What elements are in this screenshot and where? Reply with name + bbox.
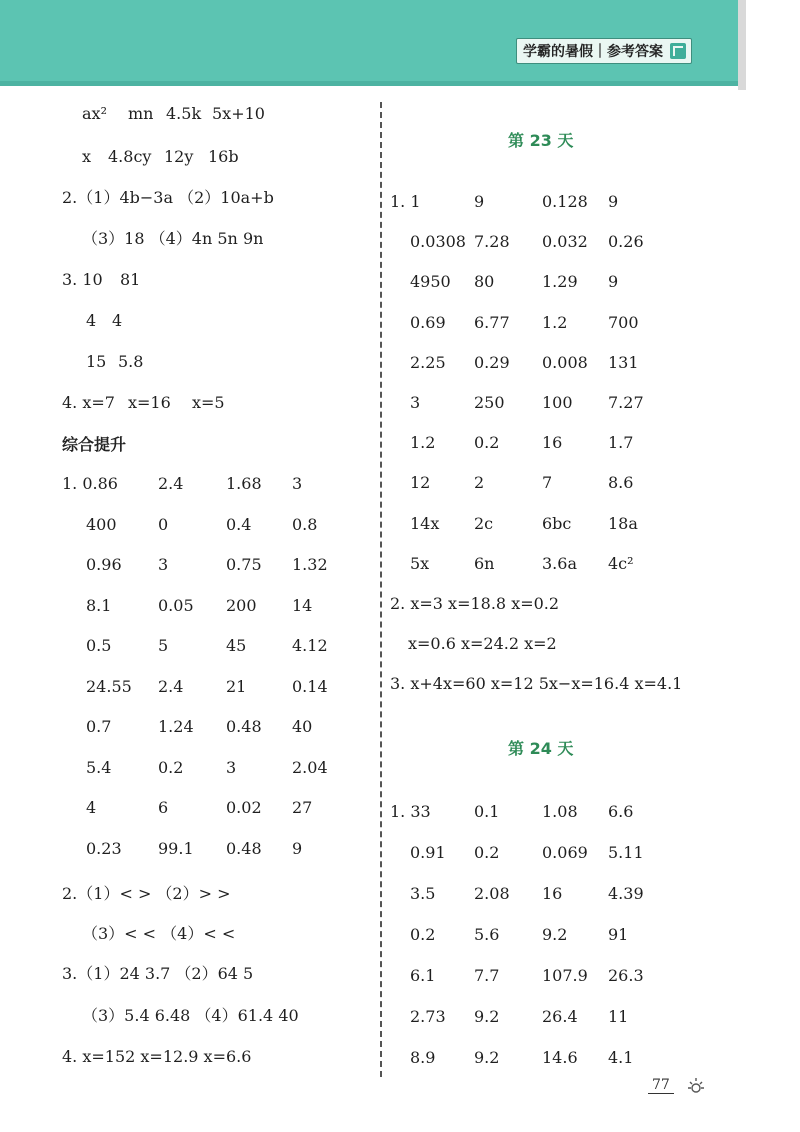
grid-cell: 11 xyxy=(608,1007,629,1026)
grid-cell: 5 xyxy=(158,636,169,655)
grid-cell: 9 xyxy=(608,192,619,211)
grid-cell: 6.1 xyxy=(410,966,436,985)
header-edge xyxy=(738,0,746,90)
grid-cell: 0 xyxy=(158,514,169,534)
grid-cell: 4.12 xyxy=(292,636,328,655)
grid-cell: 2.04 xyxy=(292,757,328,777)
grid-cell: 3 xyxy=(226,757,237,777)
grid-cell: 5.4 xyxy=(86,757,112,777)
grid-cell: 0.128 xyxy=(542,192,588,211)
grid-cell: 14x xyxy=(410,513,440,533)
grid-cell: 99.1 xyxy=(158,838,194,858)
grid-cell: 9 xyxy=(292,838,303,858)
day-heading: 第 23 天 xyxy=(508,131,574,150)
grid-cell: 7 xyxy=(542,473,553,493)
grid-cell: 1.68 xyxy=(226,474,262,493)
grid-cell: 6.77 xyxy=(474,312,510,332)
grid-cell: 2.4 xyxy=(158,676,184,696)
grid-cell: 14.6 xyxy=(542,1048,578,1067)
answer-cell: 4.5k xyxy=(166,104,202,123)
grid-cell: 1.2 xyxy=(410,433,436,453)
grid-cell: 21 xyxy=(226,676,247,696)
grid-cell: 91 xyxy=(608,925,629,944)
answer-cell: 16b xyxy=(208,147,239,166)
grid-cell: 6 xyxy=(158,798,169,817)
grid-cell: 7.7 xyxy=(474,966,500,985)
answer-cell: x=0.6 x=24.2 x=2 xyxy=(408,634,557,653)
grid-cell: 4 xyxy=(86,798,97,817)
grid-cell: 1. 0.86 xyxy=(62,474,118,493)
grid-cell: 0.23 xyxy=(86,838,122,858)
grid-cell: 1.29 xyxy=(542,272,578,292)
sun-icon xyxy=(684,1074,708,1098)
grid-cell: 16 xyxy=(542,884,563,903)
grid-cell: 0.2 xyxy=(474,433,500,453)
grid-cell: 0.2 xyxy=(410,925,436,944)
grid-cell: 4c² xyxy=(608,553,634,573)
answer-cell: 2.（1）4b−3a （2）10a+b xyxy=(62,188,274,207)
grid-cell: 0.7 xyxy=(86,717,112,736)
header-title: 学霸的暑假｜参考答案 xyxy=(523,44,663,60)
grid-cell: 3 xyxy=(158,555,169,574)
grid-cell: 400 xyxy=(86,514,117,534)
answer-cell: 3. x+4x=60 x=12 5x−x=16.4 x=4.1 xyxy=(390,674,683,693)
grid-cell: 27 xyxy=(292,798,313,817)
grid-cell: 0.8 xyxy=(292,514,318,534)
grid-cell: 0.69 xyxy=(410,312,446,332)
answer-cell: 5.8 xyxy=(118,352,144,371)
grid-cell: 2 xyxy=(474,473,485,493)
answer-cell: 4. x=152 x=12.9 x=6.6 xyxy=(62,1047,252,1066)
grid-cell: 3 xyxy=(292,474,303,493)
answer-cell: 4 xyxy=(86,311,97,330)
answer-cell: 12y xyxy=(164,147,194,166)
grid-cell: 8.9 xyxy=(410,1048,436,1067)
answer-cell: 3. 10 xyxy=(62,270,103,289)
column-divider xyxy=(380,102,382,1077)
grid-cell: 0.1 xyxy=(474,802,500,821)
section-heading: 综合提升 xyxy=(62,435,127,454)
grid-cell: 26.3 xyxy=(608,966,644,985)
grid-cell: 0.069 xyxy=(542,843,588,862)
grid-cell: 5.6 xyxy=(474,925,500,944)
answer-cell: （3）5.4 6.48 （4）61.4 40 xyxy=(82,1006,299,1025)
grid-cell: 14 xyxy=(292,595,313,615)
grid-cell: 9.2 xyxy=(542,925,568,944)
grid-cell: 3.6a xyxy=(542,553,577,573)
grid-cell: 8.1 xyxy=(86,595,112,615)
grid-cell: 9 xyxy=(608,272,619,292)
grid-cell: 2.73 xyxy=(410,1007,446,1026)
grid-cell: 107.9 xyxy=(542,966,588,985)
grid-cell: 45 xyxy=(226,636,247,655)
grid-cell: 0.2 xyxy=(158,757,184,777)
grid-cell: 0.75 xyxy=(226,555,262,574)
grid-cell: 16 xyxy=(542,433,563,453)
grid-cell: 0.2 xyxy=(474,843,500,862)
grid-cell: 6bc xyxy=(542,513,572,533)
grid-cell: 0.91 xyxy=(410,843,446,862)
grid-cell: 1.32 xyxy=(292,555,328,574)
grid-cell: 0.02 xyxy=(226,798,262,817)
grid-cell: 2.08 xyxy=(474,884,510,903)
grid-cell: 250 xyxy=(474,393,505,412)
grid-cell: 1.24 xyxy=(158,717,194,736)
grid-cell: 9 xyxy=(474,192,485,211)
grid-cell: 1.08 xyxy=(542,802,578,821)
grid-cell: 0.4 xyxy=(226,514,252,534)
grid-cell: 9.2 xyxy=(474,1048,500,1067)
grid-cell: 0.14 xyxy=(292,676,328,696)
grid-cell: 3 xyxy=(410,393,421,412)
header-title-tab xyxy=(516,38,692,64)
grid-cell: 0.96 xyxy=(86,555,122,574)
page-number: 77 xyxy=(648,1077,674,1094)
grid-cell: 0.29 xyxy=(474,352,510,372)
book-icon xyxy=(670,43,686,59)
grid-cell: 1.7 xyxy=(608,433,634,453)
answer-cell: （3）18 （4）4n 5n 9n xyxy=(82,229,264,248)
grid-cell: 24.55 xyxy=(86,676,132,696)
answer-cell: 15 xyxy=(86,352,107,371)
answer-cell: x=5 xyxy=(192,393,225,412)
grid-cell: 1.2 xyxy=(542,312,568,332)
answer-cell: 5x+10 xyxy=(212,104,265,123)
grid-cell: 8.6 xyxy=(608,473,634,493)
answer-cell: 2. x=3 x=18.8 x=0.2 xyxy=(390,594,560,613)
grid-cell: 200 xyxy=(226,595,257,615)
grid-cell: 2c xyxy=(474,513,494,533)
grid-cell: 131 xyxy=(608,352,639,372)
answer-cell: mn xyxy=(128,104,154,123)
answer-cell: x xyxy=(82,147,92,166)
grid-cell: 5.11 xyxy=(608,843,644,862)
grid-cell: 100 xyxy=(542,393,573,412)
answer-cell: 81 xyxy=(120,270,141,289)
grid-cell: 4950 xyxy=(410,272,451,292)
grid-cell: 7.28 xyxy=(474,232,510,252)
grid-cell: 18a xyxy=(608,513,638,533)
grid-cell: 40 xyxy=(292,717,313,736)
answer-cell: ax² xyxy=(82,104,107,123)
grid-cell: 6.6 xyxy=(608,802,634,821)
answer-cell: （3）< < （4）< < xyxy=(82,924,236,943)
grid-cell: 9.2 xyxy=(474,1007,500,1026)
grid-cell: 3.5 xyxy=(410,884,436,903)
grid-cell: 0.05 xyxy=(158,595,194,615)
grid-cell: 0.48 xyxy=(226,717,262,736)
grid-cell: 2.25 xyxy=(410,352,446,372)
grid-cell: 1. 1 xyxy=(390,192,421,211)
grid-cell: 12 xyxy=(410,473,431,493)
grid-cell: 4.39 xyxy=(608,884,644,903)
answer-cell: 4 xyxy=(112,311,123,330)
answer-cell: 3.（1）24 3.7 （2）64 5 xyxy=(62,964,254,983)
answer-cell: 4.8cy xyxy=(108,147,152,166)
answer-cell: x=16 xyxy=(128,393,171,412)
grid-cell: 6n xyxy=(474,553,495,573)
grid-cell: 0.0308 xyxy=(410,232,466,252)
grid-cell: 0.48 xyxy=(226,838,262,858)
grid-cell: 2.4 xyxy=(158,474,184,493)
day-heading: 第 24 天 xyxy=(508,739,574,758)
grid-cell: 4.1 xyxy=(608,1048,634,1067)
grid-cell: 0.008 xyxy=(542,352,588,372)
grid-cell: 0.26 xyxy=(608,232,644,252)
grid-cell: 700 xyxy=(608,312,639,332)
grid-cell: 26.4 xyxy=(542,1007,578,1026)
answer-cell: 4. x=7 xyxy=(62,393,115,412)
grid-cell: 0.5 xyxy=(86,636,112,655)
grid-cell: 7.27 xyxy=(608,393,644,412)
grid-cell: 0.032 xyxy=(542,232,588,252)
grid-cell: 5x xyxy=(410,553,430,573)
answer-cell: 2.（1）< > （2）> > xyxy=(62,884,231,903)
grid-cell: 1. 33 xyxy=(390,802,431,821)
grid-cell: 80 xyxy=(474,272,495,292)
